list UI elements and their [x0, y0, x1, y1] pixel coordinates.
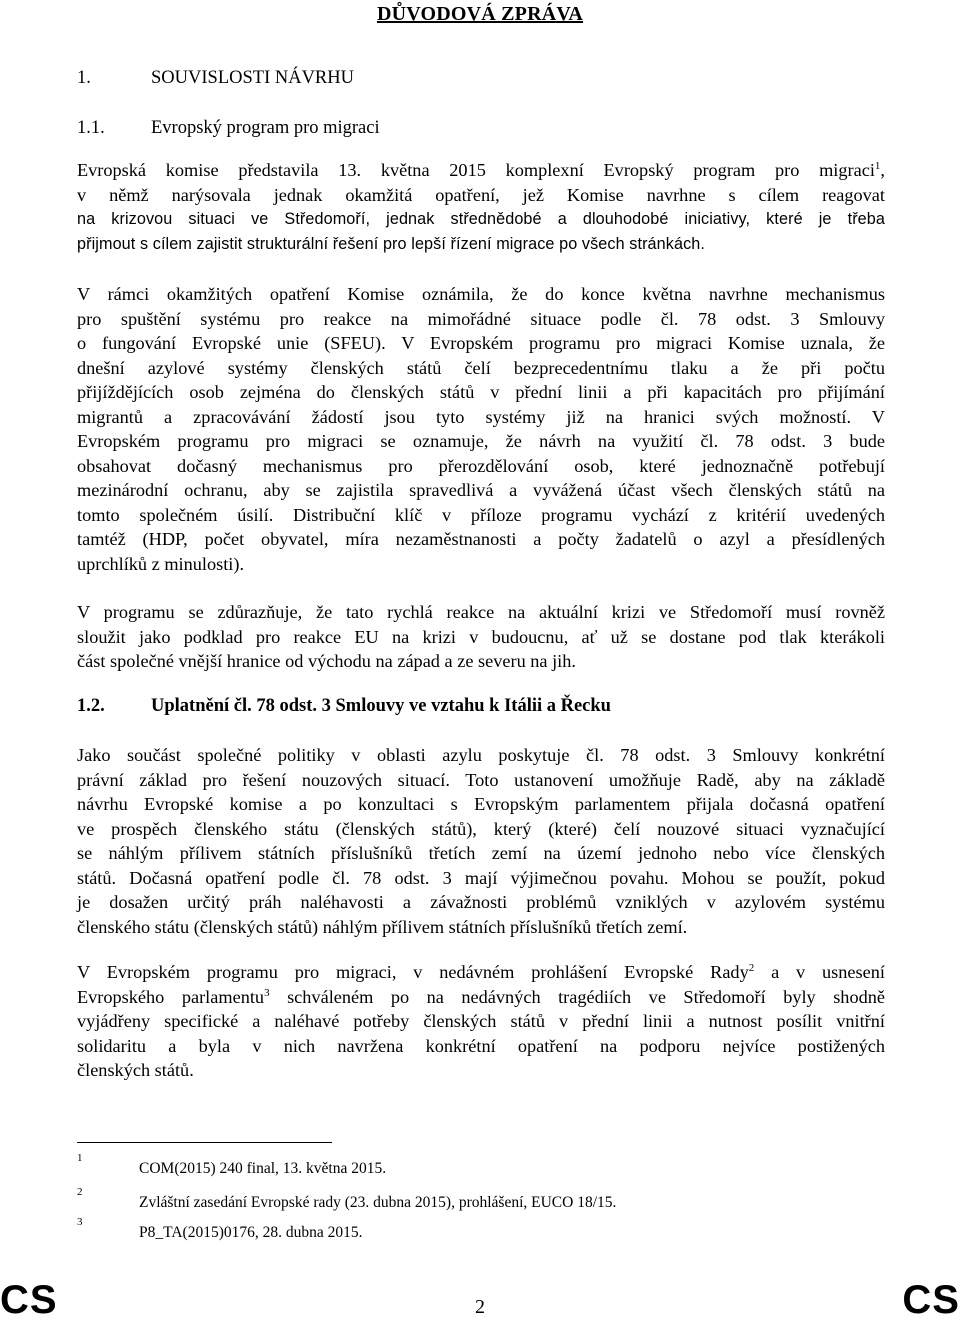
text-line: solidaritu a byla v nich navržena konkrétní opatření na podporu nejvíce postižených — [77, 1035, 885, 1056]
text-line: na krizovou situaci ve Středomoří, jednak střednědobé a dlouhodobé iniciativy, které je třeba — [77, 210, 885, 228]
text-line: pro spuštění systému pro reakce na mimořádné situace podle čl. 78 odst. 3 Smlouvy — [77, 308, 885, 329]
text-line: migrantů a zpracovávání žádostí jsou tyto systémy již na hranici svých možností. V — [77, 406, 885, 427]
text-line: Jako součást společné politiky v oblasti azylu poskytuje čl. 78 odst. 3 Smlouvy konkrétní — [77, 745, 885, 765]
footnote-separator — [77, 1142, 332, 1143]
text-line: v němž narýsovala jednak okamžitá opatření, jež Komise navrhne s cílem reagovat — [77, 184, 885, 205]
page-title: DŮVODOVÁ ZPRÁVA — [376, 3, 584, 25]
text-line: se náhlým přílivem státních příslušníků třetích zemí na území jednoho nebo více členských — [77, 843, 885, 863]
section-number: 1. — [77, 68, 91, 88]
paragraph-4 — [77, 743, 885, 939]
text-line: tomto společném úsilí. Distribuční klíč v příloze programu vychází z kritérií uvedených — [77, 504, 885, 525]
text-line: členského státu (členských států) náhlým přílivem státních příslušníků třetích zemí. — [77, 916, 688, 937]
text-line: sloužit jako podklad pro reakce EU na krizi v budoucnu, ať už se dostane pod tlak kterákoli — [77, 626, 885, 647]
footnote-number: 3 — [77, 1216, 83, 1228]
text-line: přijíždějících osob zejména do členských států v přední linii a při kapacitách pro přijímání — [77, 382, 885, 402]
footnote-ref: 1 — [874, 160, 881, 172]
footnote-ref: 3 — [264, 986, 270, 999]
paragraph-3 — [77, 600, 885, 674]
text-line: V rámci okamžitých opatření Komise oznámila, že do konce května navrhne mechanismus — [77, 284, 885, 304]
text-line: uprchlíků z minulosti). — [77, 553, 245, 574]
section-number: 1.2. — [77, 696, 105, 716]
section-1-2-heading — [77, 696, 611, 717]
language-code-left: CS — [0, 1278, 58, 1322]
text-line: Evropském programu pro migraci se oznamuje, že návrh na využití čl. 78 odst. 3 bude — [77, 431, 885, 451]
language-code-right: CS — [902, 1278, 960, 1322]
text-line: část společné vnější hranice od východu na západ a ze severu na jih. — [77, 651, 576, 671]
text-line: o fungování Evropské unie (SFEU). V Evropském programu pro migraci Komise uznala, že — [77, 333, 885, 353]
section-number: 1.1. — [77, 118, 105, 138]
text-line: je dosažen určitý práh naléhavosti a závažnosti problémů vzniklých v azylovém systému — [77, 892, 885, 912]
section-title: SOUVISLOSTI NÁVRHU — [151, 68, 354, 88]
text-line: států. Dočasná opatření podle čl. 78 odst. 3 mají výjimečnou povahu. Mohou se použít, pokud — [77, 867, 885, 888]
text-line: mezinárodní ochranu, aby se zajistila spravedlivá a vyvážená účast všech členských států na — [77, 480, 885, 500]
text-line: právní základ pro řešení nouzových situací. Toto ustanovení umožňuje Radě, aby na základě — [77, 769, 885, 790]
footnote-ref: 2 — [748, 962, 755, 974]
text-line: tamtéž (HDP, počet obyvatel, míra nezaměstnanosti a počty žadatelů o azyl a přesídlených — [77, 529, 885, 549]
section-title: Evropský program pro migraci — [151, 118, 380, 138]
paragraph-1 — [77, 158, 885, 256]
text-line: V Evropském programu pro migraci, v nedávném prohlášení Evropské Rady$^2$ a v usnesení — [77, 962, 885, 982]
text-line: Evropská komise představila 13. května 2015 komplexní Evropský program pro migraci$^1$, — [77, 160, 885, 180]
page-number: 2 — [475, 1296, 485, 1318]
footnote-text: P8_TA(2015)0176, 28. dubna 2015. — [139, 1224, 363, 1241]
text-line: dnešní azylové systémy členských států čelí bezprecedentnímu tlaku a že při počtu — [77, 357, 885, 378]
text-line: přijmout s cílem zajistit strukturální řešení pro lepší řízení migrace po všech stránkách. — [77, 234, 705, 253]
paragraph-2 — [77, 282, 885, 576]
text-line: obsahovat dočasný mechanismus pro přerozdělování osob, které jednoznačně potřebují — [77, 455, 885, 476]
text-line: ve prospěch členského státu (členských států), který (které) čelí nouzové situaci vyznačující — [77, 818, 885, 839]
section-title: Uplatnění čl. 78 odst. 3 Smlouvy ve vztahu k Itálii a Řecku — [151, 696, 611, 716]
footnote-text: Zvláštní zasedání Evropské rady (23. dubna 2015), prohlášení, EUCO 18/15. — [139, 1194, 617, 1211]
footnote-text: COM(2015) 240 final, 13. května 2015. — [139, 1160, 387, 1177]
text-line: vyjádřeny specifické a naléhavé potřeby členských států v přední linii a nutnost posílit vnitřní — [77, 1011, 885, 1031]
footnote-number: 1 — [77, 1152, 83, 1164]
text-line: V programu se zdůrazňuje, že tato rychlá reakce na aktuální krizi ve Středomoří musí rovněž — [77, 602, 885, 622]
paragraph-5 — [77, 960, 885, 1083]
text-line: návrhu Evropské komise a po konzultaci s Evropským parlamentem přijala dočasná opatření — [77, 794, 885, 814]
text-line: Evropského parlamentu$^3$ schváleném po na nedávných tragédiích ve Středomoří byly shodně — [77, 986, 885, 1007]
text-line: členských států. — [77, 1060, 194, 1080]
section-1-heading — [77, 68, 354, 89]
section-1-1-heading — [77, 118, 380, 139]
footnote-number: 2 — [77, 1186, 83, 1198]
